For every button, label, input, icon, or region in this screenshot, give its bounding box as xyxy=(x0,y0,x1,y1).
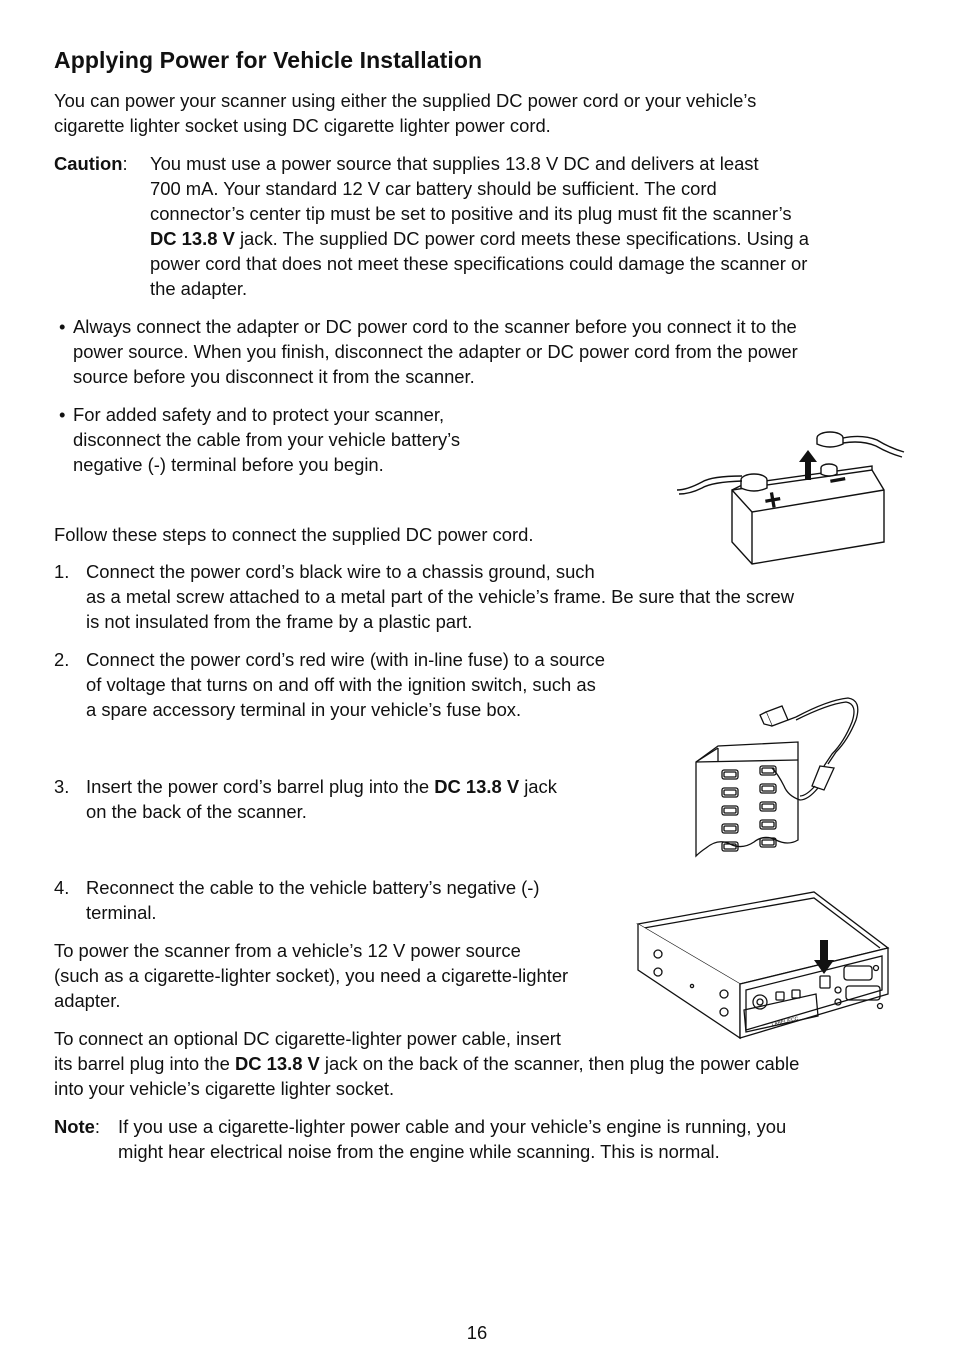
step-number: 3. xyxy=(54,776,70,797)
step-line: Connect the power cord’s black wire to a chassis ground, such xyxy=(86,561,595,582)
steps-intro: Follow these steps to connect the supplied DC power cord. xyxy=(54,524,534,545)
step-number: 1. xyxy=(54,561,70,582)
bullet-marker: • xyxy=(59,316,66,337)
step-line: Connect the power cord’s red wire (with in-line fuse) to a source xyxy=(86,649,605,670)
bullet-line: source before you disconnect it from the scanner. xyxy=(73,366,475,387)
step-line: as a metal screw attached to a metal part of the vehicle’s frame. Be sure that the screw xyxy=(86,586,795,607)
step-line: terminal. xyxy=(86,902,157,923)
step-text xyxy=(86,875,540,925)
intro-paragraph xyxy=(54,88,756,138)
step-text xyxy=(86,774,557,824)
step-line: of voltage that turns on and off with the ignition switch, such as xyxy=(86,674,596,695)
note-label xyxy=(54,1114,100,1139)
lighter-line: (such as a cigarette-lighter socket), you need a cigarette-lighter xyxy=(54,965,569,986)
step-line xyxy=(86,774,557,799)
jack-label: DC 13.8 V xyxy=(434,776,520,797)
caution-line-rest: jack. The supplied DC power cord meets these specifications. Using a xyxy=(234,228,809,249)
caution-label-text: Caution xyxy=(54,153,123,174)
step-line-post: jack xyxy=(519,776,557,797)
plus-sign: + xyxy=(761,482,785,519)
fuse-box-illustration xyxy=(688,690,864,862)
bullet-line: Always connect the adapter or DC power cord to the scanner before you connect it to the xyxy=(73,316,797,337)
scanner-label-text: LABEL/FCC xyxy=(771,1015,799,1028)
step-text xyxy=(86,647,605,722)
caution-line xyxy=(150,226,809,251)
step-line-pre: Insert the power cord’s barrel plug into the xyxy=(86,776,435,797)
step-number: 4. xyxy=(54,877,70,898)
jack-label: DC 13.8 V xyxy=(150,228,235,249)
note-line: If you use a cigarette-lighter power cable and your vehicle’s engine is running, you xyxy=(118,1116,787,1137)
note-colon: : xyxy=(94,1116,100,1137)
lighter-paragraph xyxy=(54,938,568,1013)
bullet-line: disconnect the cable from your vehicle battery’s xyxy=(73,429,461,450)
lighter-line: adapter. xyxy=(54,990,121,1011)
step-line: Reconnect the cable to the vehicle battery’s negative (-) xyxy=(86,877,540,898)
intro-line: You can power your scanner using either the supplied DC power cord or your vehicle’s xyxy=(54,90,757,111)
note-body xyxy=(118,1114,786,1164)
step-line: a spare accessory terminal in your vehicle’s fuse box. xyxy=(86,699,522,720)
bullet-line: negative (-) terminal before you begin. xyxy=(73,454,384,475)
page-title: Applying Power for Vehicle Installation xyxy=(54,47,483,73)
car-battery-illustration xyxy=(672,424,908,570)
caution-line: 700 mA. Your standard 12 V car battery should be sufficient. The cord xyxy=(150,178,717,199)
note-line: might hear electrical noise from the engine while scanning. This is normal. xyxy=(118,1141,720,1162)
intro-line: cigarette lighter socket using DC cigarette lighter power cord. xyxy=(54,115,551,136)
note-label-text: Note xyxy=(54,1116,95,1137)
step-line: is not insulated from the frame by a plastic part. xyxy=(86,611,473,632)
scanner-back-illustration xyxy=(636,890,894,1042)
lighter-line: To connect an optional DC cigarette-lighter power cable, insert xyxy=(54,1028,562,1049)
lighter-line xyxy=(54,1051,799,1076)
minus-sign: − xyxy=(826,462,850,499)
lighter-line: into your vehicle’s cigarette lighter socket. xyxy=(54,1078,395,1099)
lighter-line-post: jack on the back of the scanner, then plug the power cable xyxy=(319,1053,800,1074)
page-number: 16 xyxy=(466,1322,488,1343)
caution-colon: : xyxy=(122,153,128,174)
step-line: on the back of the scanner. xyxy=(86,801,307,822)
bullet-marker: • xyxy=(59,404,66,425)
bullet-line: power source. When you finish, disconnect the adapter or DC power cord from the power xyxy=(73,341,798,362)
step-text xyxy=(86,559,794,634)
caution-line: connector’s center tip must be set to positive and its plug must fit the scanner’s xyxy=(150,203,792,224)
bullet-item xyxy=(73,402,460,477)
caution-line: power cord that does not meet these specifications could damage the scanner or xyxy=(150,253,808,274)
bullet-line: For added safety and to protect your scanner, xyxy=(73,404,445,425)
step-number: 2. xyxy=(54,649,70,670)
jack-label: DC 13.8 V xyxy=(234,1053,320,1074)
lighter-line: To power the scanner from a vehicle’s 12 V power source xyxy=(54,940,521,961)
caution-line: You must use a power source that supplies 13.8 V DC and delivers at least xyxy=(150,153,759,174)
bullet-item xyxy=(73,314,798,389)
caution-body xyxy=(150,151,809,301)
caution-line: the adapter. xyxy=(150,278,248,299)
lighter-line-pre: its barrel plug into the xyxy=(54,1053,235,1074)
caution-label xyxy=(54,151,128,176)
